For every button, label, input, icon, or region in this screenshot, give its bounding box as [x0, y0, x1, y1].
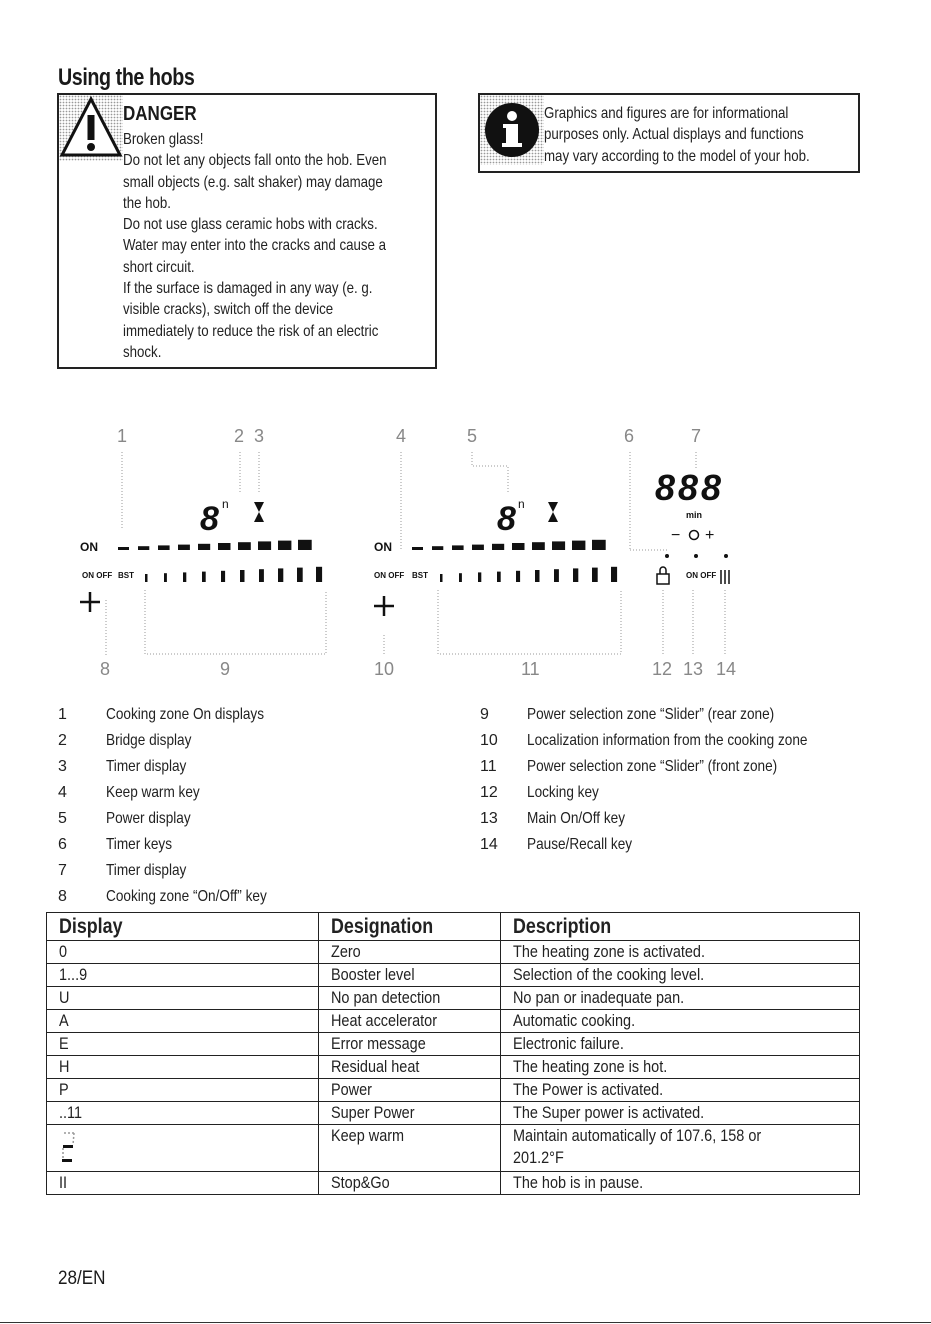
danger-line: shock.: [123, 343, 162, 361]
timer-key-dot: [665, 554, 669, 558]
designation-cell: Error message: [331, 1034, 426, 1053]
power-level-segment: [432, 546, 443, 550]
display-cell: H: [59, 1057, 70, 1076]
designation-cell: Stop&Go: [331, 1173, 390, 1192]
power-level-segment: [492, 544, 504, 550]
column-header-display: Display: [47, 913, 319, 941]
power-level-segment: [512, 543, 525, 550]
display-cell: U: [59, 988, 70, 1007]
onoff-key-label[interactable]: ON OFF: [82, 571, 113, 580]
lock-icon[interactable]: [657, 567, 669, 584]
slider-step[interactable]: [554, 569, 559, 582]
description-cell: Maintain automatically of 107.6, 158 or: [513, 1126, 762, 1145]
display-cell: ..11: [59, 1103, 83, 1122]
table-row: [47, 964, 860, 987]
power-slider-front[interactable]: [440, 567, 617, 582]
power-level-segment: [118, 547, 129, 550]
display-cell: P: [59, 1080, 69, 1099]
callout-14: 14: [716, 659, 737, 679]
boost-label: BST: [118, 571, 134, 580]
display-cell: 0: [59, 942, 68, 961]
slider-step[interactable]: [497, 572, 501, 582]
timer-plus-key[interactable]: +: [705, 527, 715, 544]
power-level-segment: [198, 544, 210, 550]
description-cell: No pan or inadequate pan.: [513, 988, 685, 1007]
on-label: ON: [80, 540, 98, 554]
timer-minus-key[interactable]: −: [671, 527, 681, 544]
hourglass-icon: [254, 502, 264, 522]
description-cell: Electronic failure.: [513, 1034, 624, 1053]
bridge-display-icon: n: [518, 497, 525, 511]
page-title: Using the hobs: [58, 64, 195, 91]
power-level-segment: [278, 541, 291, 550]
slider-step[interactable]: [297, 568, 303, 582]
slider-step[interactable]: [259, 569, 264, 582]
timer-panel: [655, 467, 729, 584]
callout-13: 13: [683, 659, 704, 679]
column-header-designation: Designation: [319, 913, 501, 941]
description-cell: The Power is activated.: [513, 1080, 664, 1099]
slider-step[interactable]: [164, 573, 167, 582]
danger-heading: DANGER: [123, 103, 197, 125]
designation-cell: No pan detection: [331, 988, 441, 1007]
info-line: may vary according to the model of your hob.: [544, 147, 810, 165]
power-level-segment: [238, 542, 251, 550]
table-row: [47, 1079, 860, 1102]
danger-line: Broken glass!: [123, 131, 204, 148]
description-cell: Automatic cooking.: [513, 1011, 636, 1030]
slider-step[interactable]: [478, 572, 481, 582]
danger-line: If the surface is damaged in any way (e. g.: [123, 280, 373, 298]
display-cell: E: [59, 1034, 69, 1053]
designation-cell: Booster level: [331, 965, 415, 984]
table-row: [47, 1010, 860, 1033]
plus-symbol-icon: [80, 592, 100, 612]
description-cell: The hob is in pause.: [513, 1173, 644, 1192]
danger-line: short circuit.: [123, 258, 195, 276]
slider-step[interactable]: [535, 570, 540, 582]
designation-cell: Super Power: [331, 1103, 415, 1122]
page-number: 28/EN: [58, 1268, 106, 1289]
danger-line: small objects (e.g. salt shaker) may damage: [123, 173, 383, 191]
description-cell: 201.2°F: [513, 1148, 564, 1167]
timer-clock-icon: [690, 531, 699, 540]
timer-key-dot: [694, 554, 698, 558]
page-bottom-divider: [0, 1322, 931, 1323]
designation-cell: Residual heat: [331, 1057, 420, 1076]
danger-warning-box: [57, 93, 437, 369]
warning-triangle-icon: [59, 95, 123, 165]
danger-line: Do not let any objects fall onto the hob. Even: [123, 152, 387, 170]
table-row: [47, 1056, 860, 1079]
slider-step[interactable]: [240, 570, 245, 582]
info-line: purposes only. Actual displays and functions: [544, 126, 804, 144]
cooking-zone-front: [374, 497, 617, 616]
callout-10: 10: [374, 659, 395, 679]
designation-cell: Heat accelerator: [331, 1011, 438, 1030]
cooking-zone-rear: [80, 497, 322, 612]
callout-4: 4: [396, 426, 407, 446]
designation-cell: Keep warm: [331, 1126, 405, 1145]
description-cell: The heating zone is hot.: [513, 1057, 668, 1076]
callout-9: 9: [220, 659, 231, 679]
boost-label: BST: [412, 571, 428, 580]
display-table: [46, 912, 860, 1195]
power-level-segment: [452, 545, 464, 550]
callout-12: 12: [652, 659, 673, 679]
danger-line: Water may enter into the cracks and cause a: [123, 237, 387, 255]
slider-step[interactable]: [516, 571, 520, 582]
slider-step[interactable]: [592, 568, 598, 582]
display-cell: A: [59, 1011, 69, 1030]
slider-step[interactable]: [459, 573, 462, 582]
power-level-segment: [592, 540, 606, 550]
hourglass-icon: [548, 502, 558, 522]
column-header-description: Description: [501, 913, 860, 941]
keep-warm-segment-icon: [59, 1129, 79, 1165]
callout-8: 8: [100, 659, 111, 679]
slider-step[interactable]: [278, 568, 283, 582]
slider-step[interactable]: [440, 574, 443, 582]
display-cell: II: [59, 1173, 68, 1192]
slider-step[interactable]: [316, 567, 322, 582]
description-cell: Selection of the cooking level.: [513, 965, 705, 984]
info-note-box: [478, 93, 860, 173]
main-onoff-key[interactable]: ON OFF: [686, 571, 717, 580]
timer-display: 888: [655, 467, 725, 508]
callout-7: 7: [691, 426, 702, 446]
leader-lines: [106, 452, 725, 655]
callout-3: 3: [254, 426, 265, 446]
power-level-segment: [532, 542, 545, 550]
on-label: ON: [374, 540, 392, 554]
description-cell: The Super power is activated.: [513, 1103, 705, 1122]
power-level-bar: [118, 540, 312, 550]
danger-line: the hob.: [123, 194, 171, 212]
power-level-segment: [218, 543, 231, 550]
danger-line: immediately to reduce the risk of an electric: [123, 322, 379, 340]
power-slider-rear[interactable]: [145, 567, 322, 582]
table-row: [47, 941, 860, 964]
power-level-segment: [298, 540, 312, 550]
table-row: [47, 1172, 860, 1195]
power-level-segment: [178, 545, 190, 550]
danger-line: Do not use glass ceramic hobs with cracks.: [123, 216, 378, 234]
description-cell: The heating zone is activated.: [513, 942, 705, 961]
callout-11: 11: [521, 659, 540, 679]
slider-step[interactable]: [611, 567, 617, 582]
bridge-display-icon: n: [222, 497, 229, 511]
display-cell: 1...9: [59, 965, 88, 984]
power-level-segment: [138, 546, 149, 550]
table-row: [47, 1033, 860, 1056]
table-header-row: [47, 913, 860, 941]
slider-step[interactable]: [183, 572, 186, 582]
onoff-key-label[interactable]: ON OFF: [374, 571, 405, 580]
danger-line: visible cracks), switch off the device: [123, 301, 334, 319]
danger-text: [123, 129, 422, 363]
table-row: [47, 987, 860, 1010]
timer-unit-label: min: [686, 510, 703, 520]
power-level-segment: [472, 545, 484, 550]
info-icon: [480, 95, 544, 165]
power-level-segment: [412, 547, 423, 550]
info-text: [544, 103, 859, 167]
timer-key-dot: [724, 554, 728, 558]
slider-step[interactable]: [573, 568, 578, 582]
designation-cell: Power: [331, 1080, 372, 1099]
power-level-bar: [412, 540, 606, 550]
table-row: [47, 1102, 860, 1125]
power-level-segment: [158, 545, 170, 550]
localization-icon: [374, 596, 394, 616]
slider-step[interactable]: [202, 572, 206, 582]
power-level-segment: [552, 541, 565, 550]
power-display-digit: 8: [200, 500, 219, 538]
slider-step[interactable]: [145, 574, 148, 582]
power-level-segment: [572, 541, 585, 550]
callout-6: 6: [624, 426, 635, 446]
callout-1: 1: [117, 426, 128, 446]
pause-recall-icon[interactable]: [721, 570, 729, 584]
callout-2: 2: [234, 426, 245, 446]
info-line: Graphics and figures are for informational: [544, 105, 789, 122]
power-display-digit: 8: [497, 500, 516, 538]
table-row: [47, 1125, 860, 1172]
power-level-segment: [258, 541, 271, 550]
slider-step[interactable]: [221, 571, 225, 582]
designation-cell: Zero: [331, 942, 361, 961]
control-panel-diagram: [0, 410, 931, 690]
callout-5: 5: [467, 426, 478, 446]
